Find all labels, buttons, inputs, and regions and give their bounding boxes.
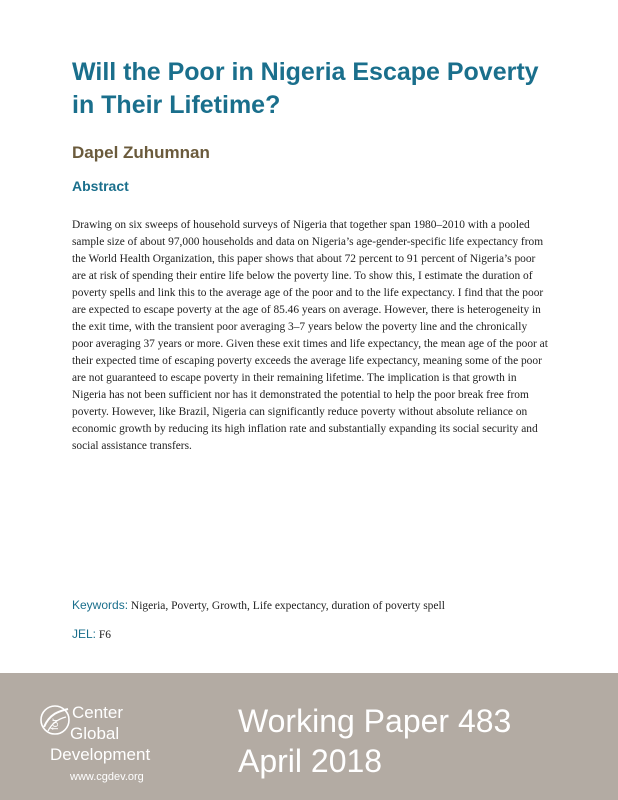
keywords-label: Keywords: [72,598,129,612]
abstract-heading: Abstract [72,178,129,194]
author-name: Dapel Zuhumnan [72,143,210,162]
jel-code: F6 [98,629,112,641]
logo-global: Global [70,724,120,743]
logo-development: Development [50,745,151,764]
jel-line [72,627,111,641]
jel-label: JEL: [72,627,97,641]
working-paper-number: Working Paper 483 [238,703,512,739]
footer-band [0,673,618,800]
keywords-text: Nigeria, Poverty, Growth, Life expectancy, duration of poverty spell [130,600,445,612]
keywords-line [72,598,445,612]
website-url[interactable]: www.cgdev.org [70,771,144,783]
logo-center: Center [72,703,124,722]
publication-date: April 2018 [238,743,383,779]
abstract-body: Drawing on six sweeps of household surveys of Nigeria that together span 1980–2010 with a pooled sample size of about 97,000 households and data on Nigeria’s age-gender-specific life expectancy from the World Health Organization, this paper shows that about 72 percent to 91 percent of Nigeria’s poor are at risk of spending their entire life below the poverty line. To show this, I estimate the duration of poverty spells and link this to the average age of the poor and to the life expectancy. I find that the poor are expected to escape poverty at the age of 85.46 years on average. However, there is heterogeneity in the exit time, with the transient poor averaging 3–7 years below the poverty line and the chronically poor averaging 37 years or more. Given these exit times and life expectancy, the mean age of the poor at their expected time of escaping poverty exceeds the average life expectancy, meaning some of the poor are not guaranteed to escape poverty in their remaining lifetime. The implication is that growth in Nigeria has not been sufficient nor has it demonstrated the potential to help the poor break free from poverty. However, like Brazil, Nigeria can significantly reduce poverty without absolute reliance on economic growth by reducing its high inflation rate and substantially expanding its social security and social assistance transfers. [72,219,548,452]
logo-for: for [50,718,61,730]
paper-title: Will the Poor in Nigeria Escape Poverty in Their Lifetime? [72,58,539,119]
